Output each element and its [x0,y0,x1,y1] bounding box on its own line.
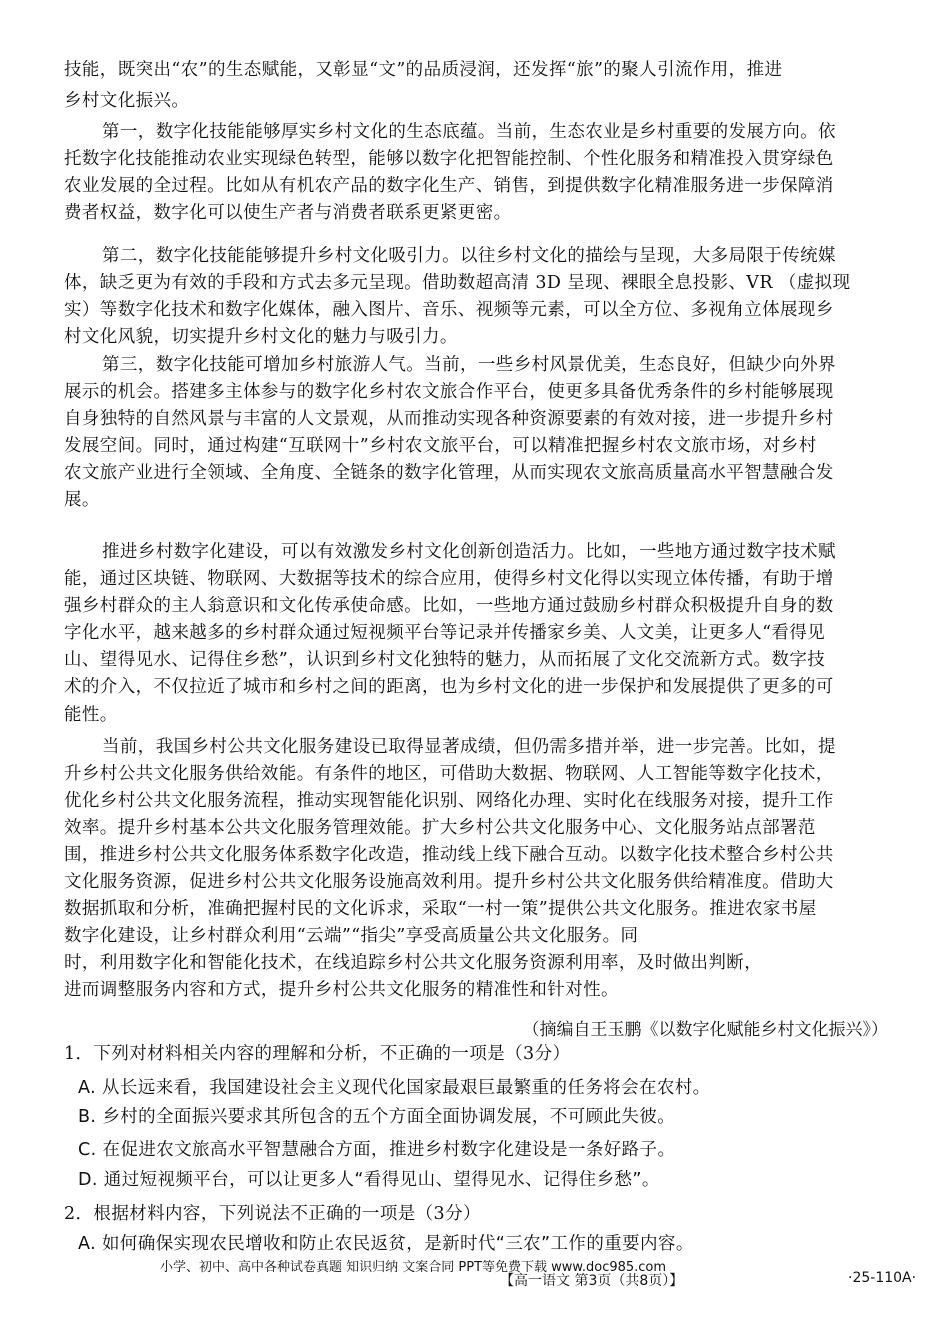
text-line: 发展空间。同时，通过构建“互联网十”乡村农文旅平台，可以精准把握乡村农文旅市场，对乡村 [64,436,817,456]
text-line: 自身独特的自然风景与丰富的人文景观，从而推动实现各种资源要素的有效对接，进一步提升乡村 [64,409,834,429]
text-line: 数字化建设，让乡村群众利用“云端”“指尖”享受高质量公共文化服务。同 [64,926,639,946]
text-line: 围，推进乡村公共文化服务体系数字化改造，推动线上线下融合互动。以数字化技术整合乡村公共 [64,845,834,865]
text-line: 第二，数字化技能能够提升乡村文化吸引力。以往乡村文化的描绘与呈现，大多局限于传统媒 [102,246,836,266]
text-line: 能，通过区块链、物联网、大数据等技术的综合应用，使得乡村文化得以实现立体传播，有助于增 [64,569,834,589]
text-line: 展。 [64,490,100,510]
text-line: 费者权益，数字化可以使生产者与消费者联系更紧更密。 [64,203,512,223]
text-line: 农业发展的全过程。比如从有机农产品的数字化生产、销售，到提供数字化精准服务进一步保障消 [64,176,834,196]
text-line: 推进乡村数字化建设，可以有效激发乡村文化创新创造活力。比如，一些地方通过数字技术赋 [102,542,836,562]
text-line: 展示的机会。搭建多主体参与的数字化乡村农文旅合作平台，使更多具备优秀条件的乡村能够展现 [64,382,834,402]
question-1-option-a: A. 从长远来看，我国建设社会主义现代化国家最艰巨最繁重的任务将会在农村。 [78,1078,711,1098]
text-line: 当前，我国乡村公共文化服务建设已取得显著成绩，但仍需多措并举，进一步完善。比如，提 [102,737,836,757]
text-line: 术的介入，不仅拉近了城市和乡村之间的距离，也为乡村文化的进一步保护和发展提供了更多的可 [64,677,834,697]
question-2-option-a: A. 如何确保实现农民增收和防止农民返贫，是新时代“三农”工作的重要内容。 [78,1234,694,1254]
text-line: 能性。 [64,705,118,725]
text-line: 优化乡村公共文化服务流程，推动实现智能化识别、网络化办理、实时化在线服务对接，提升工作 [64,791,834,811]
text-line: 第三，数字化技能可增加乡村旅游人气。当前，一些乡村风景优美，生态良好，但缺少向外界 [102,355,836,375]
text-line: 文化服务资源，促进乡村公共文化服务设施高效利用。提升乡村公共文化服务供给精准度。借助大 [64,872,834,892]
question-1-option-b: B. 乡村的全面振兴要求其所包含的五个方面全面协调发展，不可顾此失彼。 [78,1107,676,1127]
text-line: 强乡村群众的主人翁意识和文化传承使命感。比如，一些地方通过鼓励乡村群众积极提升自身的数 [64,596,834,616]
text-line: 字化水平，越来越多的乡村群众通过短视频平台等记录并传播家乡美、人文美，让更多人“看得见 [64,623,826,643]
page-number: 【高一语文 第3页（共8页）】 [500,1273,684,1289]
question-2-stem: 2．根据材料内容，下列说法不正确的一项是（3分） [64,1204,481,1224]
footer-ad-text: 小学、初中、高中各种试卷真题 知识归纳 文案合同 PPT等免费下载 www.doc985.com [160,1260,667,1275]
text-line: 技能，既突出“农”的生态赋能，又彰显“文”的品质浸润，还发挥“旅”的聚人引流作用，推进 [64,60,783,80]
text-line: 山、望得见水、记得住乡愁”，认识到乡村文化独特的魅力，从而拓展了文化交流新方式。数字技 [64,650,826,670]
text-line: 时，利用数字化和智能化技术，在线追踪乡村公共文化服务资源利用率，及时做出判断， [64,953,763,973]
text-line: 体，缺乏更为有效的手段和方式去多元呈现。借助数超高清 3D 呈现、裸眼全息投影、VR （虚拟现 [64,273,851,293]
text-line: 村文化风貌，切实提升乡村文化的魅力与吸引力。 [64,327,458,347]
source-citation: （摘编自王玉鹏《以数字化赋能乡村文化振兴》） [522,1020,888,1040]
exam-code: ·25-110A· [848,1270,917,1286]
text-line: 实）等数字化技术和数字化媒体，融入图片、音乐、视频等元素，可以全方位、多视角立体展现乡 [64,300,834,320]
question-1-stem: 1．下列对材料相关内容的理解和分析，不正确的一项是（3分） [64,1044,571,1064]
question-1-option-c: C. 在促进农文旅高水平智慧融合方面，推进乡村数字化建设是一条好路子。 [78,1140,676,1160]
text-line: 第一，数字化技能能够厚实乡村文化的生态底蕴。当前，生态农业是乡村重要的发展方向。依 [102,122,836,142]
text-line: 升乡村公共文化服务供给效能。有条件的地区，可借助大数据、物联网、人工智能等数字化技术， [64,764,834,784]
question-1-option-d: D. 通过短视频平台，可以让更多人“看得见山、望得见水、记得住乡愁”。 [78,1170,660,1190]
text-line: 乡村文化振兴。 [64,91,190,111]
text-line: 效率。提升乡村基本公共文化服务管理效能。扩大乡村公共文化服务中心、文化服务站点部署范 [64,818,816,838]
text-line: 托数字化技能推动农业实现绿色转型，能够以数字化把智能控制、个性化服务和精准投入贯穿绿色 [64,149,834,169]
text-line: 数据抓取和分析，准确把握村民的文化诉求，采取“一村一策”提供公共文化服务。推进农家书屋 [64,899,817,919]
text-line: 农文旅产业进行全领域、全角度、全链条的数字化管理，从而实现农文旅高质量高水平智慧融合发 [64,463,834,483]
text-line: 进而调整服务内容和方式，提升乡村公共文化服务的精准性和针对性。 [64,980,619,1000]
